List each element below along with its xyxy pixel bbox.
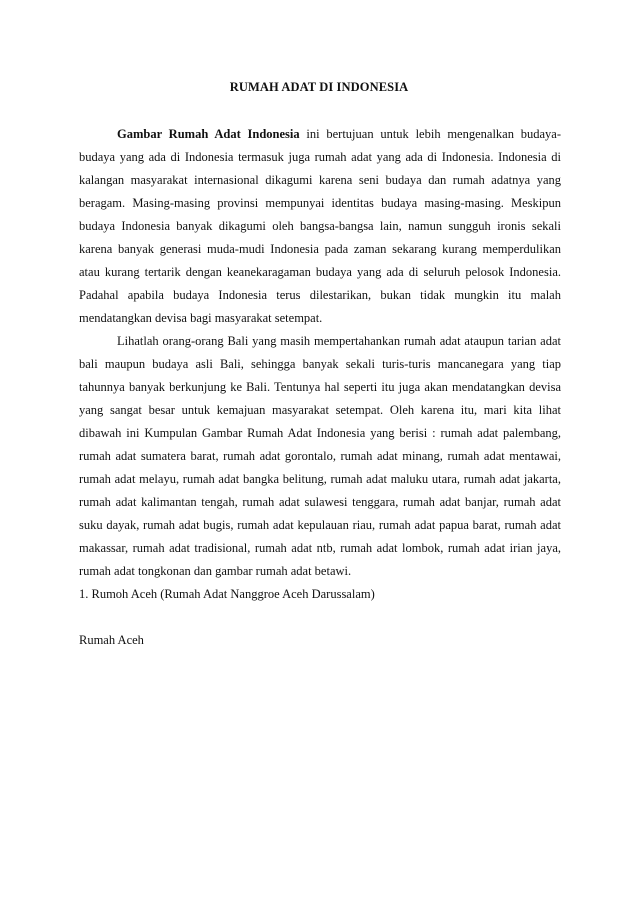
document-title: RUMAH ADAT DI INDONESIA xyxy=(229,80,409,94)
paragraph-intro-lead: Gambar Rumah Adat Indonesia xyxy=(117,127,300,141)
blank-line xyxy=(79,606,561,629)
paragraph-intro xyxy=(79,123,561,330)
list-item-rumoh-aceh: 1. Rumoh Aceh (Rumah Adat Nanggroe Aceh Darussalam) xyxy=(79,587,375,601)
document-body xyxy=(79,123,561,652)
paragraph-intro-text: ini bertujuan untuk lebih mengenalkan budaya-budaya yang ada di Indonesia termasuk juga rumah adat yang ada di Indonesia. Indonesia di kalangan masyarakat internasional dikagumi karena seni budaya dan rumah adatnya yang beragam. Masing-masing provinsi mempunyai identitas budaya masing-masing. Meskipun budaya Indonesia banyak dikagumi oleh bangsa-bangsa lain, namun sungguh ironis sekali karena banyak generasi muda-mudi Indonesia pada zaman sekarang kurang memperdulikan atau kurang tertarik dengan keanekaragaman budaya yang ada di seluruh pelosok Indonesia. Padahal apabila budaya Indonesia terus dilestarikan, bukan tidak mungkin itu malah mendatangkan devisa bagi masyarakat setempat. xyxy=(79,127,562,325)
subheading-rumah-aceh: Rumah Aceh xyxy=(79,633,144,647)
paragraph-bali: Lihatlah orang-orang Bali yang masih mempertahankan rumah adat ataupun tarian adat bali maupun budaya asli Bali, sehingga banyak sekali turis-turis mancanegara yang tiap tahunnya banyak berkunjung ke Bali. Tentunya hal seperti itu juga akan mendatangkan devisa yang sangat besar untuk kemajuan masyarakat setempat. Oleh karena itu, mari kita lihat dibawah ini Kumpulan Gambar Rumah Adat Indonesia yang berisi : rumah adat palembang, rumah adat sumatera barat, rumah adat gorontalo, rumah adat minang, rumah adat mentawai, rumah adat melayu, rumah adat bangka belitung, rumah adat maluku utara, rumah adat jakarta, rumah adat kalimantan tengah, rumah adat sulawesi tenggara, rumah adat banjar, rumah adat suku dayak, rumah adat bugis, rumah adat kepulauan riau, rumah adat papua barat, rumah adat makassar, rumah adat tradisional, rumah adat ntb, rumah adat lombok, rumah adat irian jaya, rumah adat tongkonan dan gambar rumah adat betawi. xyxy=(79,334,561,578)
